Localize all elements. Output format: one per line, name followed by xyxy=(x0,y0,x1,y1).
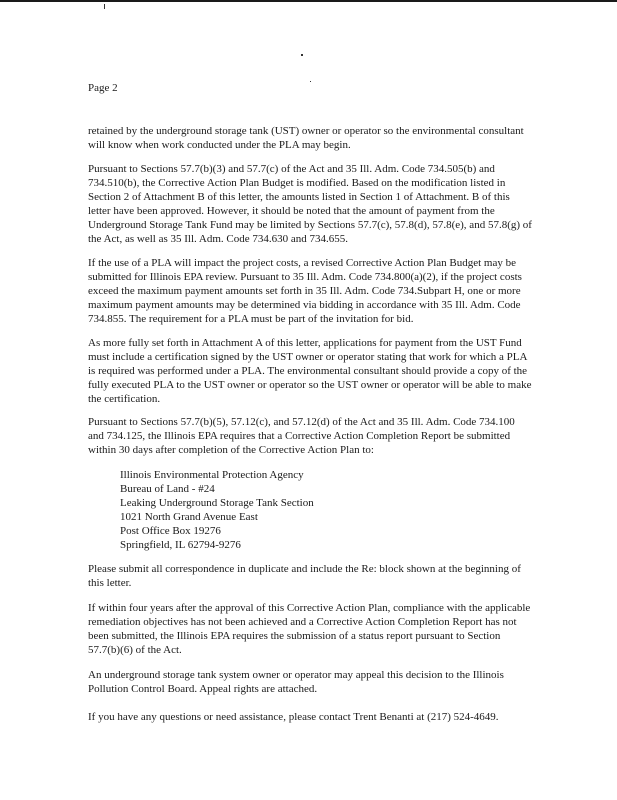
address-line: Post Office Box 19276 xyxy=(120,525,221,537)
mailing-address-block xyxy=(120,468,420,552)
top-border-line xyxy=(0,0,617,2)
paragraph-pla-costs: If the use of a PLA will impact the project costs, a revised Corrective Action Plan Budget may be submitted for Illinois EPA review. Pursuant to 35 Ill. Adm. Code 734.800(a)(2), if the project costs exceed the maximum payment amounts set forth in 35 Ill. Adm. Code 734.Subpart H, one or more maximum payment amounts may be determined via bidding in accordance with 35 Ill. Adm. Code 734.855. The requirement for a PLA must be part of the invitation for bid. xyxy=(88,257,522,325)
address-line: Springfield, IL 62794-9276 xyxy=(120,539,241,551)
paragraph-correspondence: Please submit all correspondence in duplicate and include the Re: block shown at the beginning of this letter. xyxy=(88,563,521,589)
scan-artifact xyxy=(310,81,311,82)
scan-artifact xyxy=(104,4,105,9)
address-line: Bureau of Land - #24 xyxy=(120,483,215,495)
paragraph-pla-retained: retained by the underground storage tank (UST) owner or operator so the environmental consultant will know when work conducted under the PLA may begin. xyxy=(88,125,524,151)
paragraph-status-report: If within four years after the approval of this Corrective Action Plan, compliance with the applicable remediation objectives has not been achieved and a Corrective Action Completion Report has not been submitted, the Illinois EPA requires the submission of a status report pursuant to Section 57.7(b)(6) of the Act. xyxy=(88,602,531,656)
scan-artifact xyxy=(301,54,303,56)
address-line: 1021 North Grand Avenue East xyxy=(120,511,258,523)
paragraph-completion-report: Pursuant to Sections 57.7(b)(5), 57.12(c), and 57.12(d) of the Act and 35 Ill. Adm. Code 734.100 and 734.125, the Illinois EPA requires that a Corrective Action Completion Report be submitted within 30 days after completion of the Corrective Action Plan to: xyxy=(88,416,515,456)
page-number: Page 2 xyxy=(88,82,118,94)
paragraph-payment-certification: As more fully set forth in Attachment A of this letter, applications for payment from the UST Fund must include a certification signed by the UST owner or operator stating that work for which a PLA is required was performed under a PLA. The environmental consultant should provide a copy of the fully executed PLA to the UST owner or operator so the UST owner or operator will be able to make the certification. xyxy=(88,337,532,405)
paragraph-contact: If you have any questions or need assistance, please contact Trent Benanti at (217) 524-4649. xyxy=(88,711,499,723)
paragraph-appeal: An underground storage tank system owner or operator may appeal this decision to the Illinois Pollution Control Board. Appeal rights are attached. xyxy=(88,669,504,695)
paragraph-budget-modified: Pursuant to Sections 57.7(b)(3) and 57.7(c) of the Act and 35 Ill. Adm. Code 734.505(b) and 734.510(b), the Corrective Action Plan Budget is modified. Based on the modification listed in Section 2 of Attachment B of this letter, the amounts listed in Section 1 of Attachment. B of this letter have been approved. However, it should be noted that the amount of payment from the Underground Storage Tank Fund may be limited by Sections 57.7(c), 57.8(d), 57.8(e), and 57.8(g) of the Act, as well as 35 Ill. Adm. Code 734.630 and 734.655. xyxy=(88,163,532,245)
address-line: Illinois Environmental Protection Agency xyxy=(120,469,304,481)
address-line: Leaking Underground Storage Tank Section xyxy=(120,497,314,509)
